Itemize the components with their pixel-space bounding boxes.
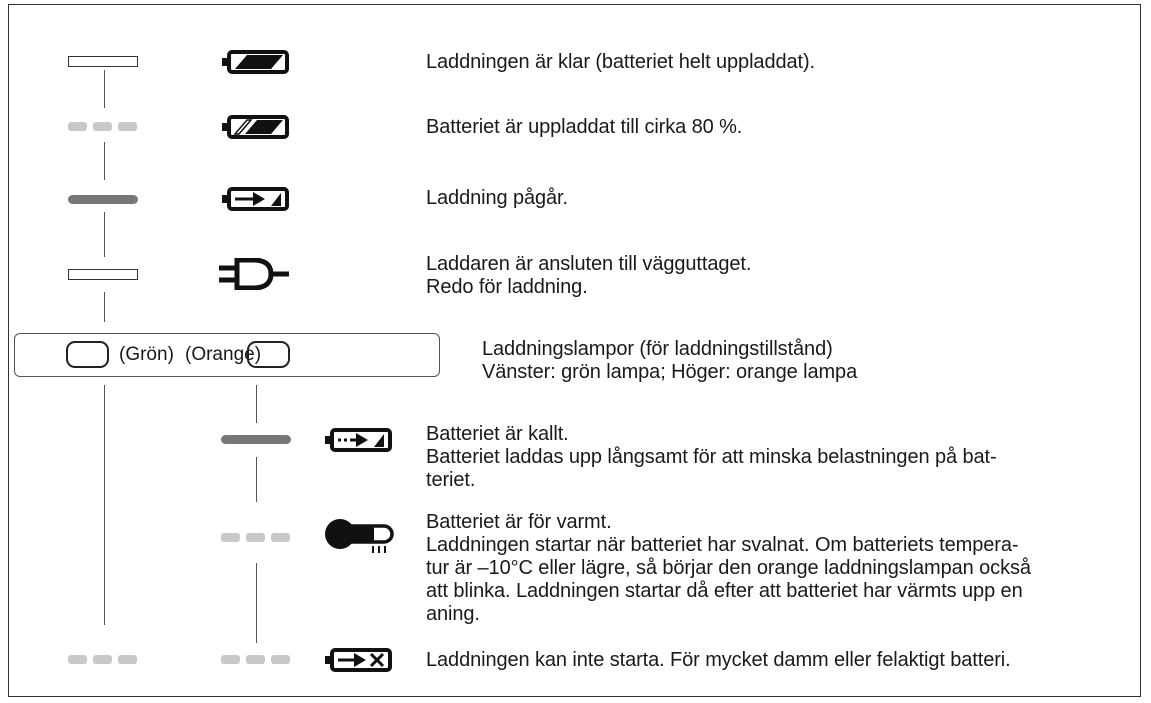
status-text: [426, 511, 1031, 626]
status-text: [426, 649, 1011, 672]
status-line: Laddningen kan inte starta. För mycket damm eller felaktigt batteri.: [426, 649, 1011, 671]
thermometer-hot-icon: [323, 517, 399, 555]
orange-lamp-label: (Orange): [185, 344, 262, 365]
status-line: Vänster: grön lampa; Höger: orange lampa: [482, 361, 858, 383]
status-text: [426, 253, 751, 299]
status-line: Batteriet är uppladdat till cirka 80 %.: [426, 116, 743, 138]
status-line: att blinka. Laddningen startar då efter att batteriet har värmts upp en: [426, 580, 1023, 602]
connector-line: [104, 142, 105, 180]
battery-full-icon: [221, 49, 291, 75]
status-line: Laddningslampor (för laddningstillstånd): [482, 338, 833, 360]
battery-error-icon: [324, 647, 394, 673]
status-text: [426, 51, 815, 74]
connector-line: [256, 385, 257, 423]
green-lamp-blinking: [68, 655, 138, 664]
orange-lamp-blinking: [221, 655, 291, 664]
green-lamp-off: [68, 56, 138, 67]
status-text: [426, 187, 568, 210]
legend-description: [482, 338, 857, 384]
battery-charging-icon: [221, 186, 291, 212]
green-lamp-indicator: [66, 341, 109, 368]
charge-lamp-legend: [14, 333, 440, 377]
battery-80-percent-icon: [221, 114, 291, 140]
orange-lamp-indicator: [247, 341, 290, 368]
battery-cold-charging-icon: [324, 427, 394, 453]
status-line: Batteriet är för varmt.: [426, 511, 612, 533]
status-line: Laddaren är ansluten till vägguttaget.: [426, 253, 752, 275]
status-line: Redo för laddning.: [426, 276, 588, 298]
connector-line: [104, 70, 105, 108]
connector-line: [256, 563, 257, 643]
green-lamp-on: [68, 195, 138, 204]
orange-lamp-on: [221, 435, 291, 444]
status-text: [426, 423, 997, 492]
plug-icon: [219, 258, 291, 290]
status-line: Laddningen är klar (batteriet helt uppladdat).: [426, 51, 815, 73]
green-lamp-label: (Grön): [119, 344, 174, 365]
status-line: teriet.: [426, 469, 476, 491]
status-line: Laddningen startar när batteriet har svalnat. Om batteriets tempera-: [426, 534, 1019, 556]
status-text: [426, 116, 742, 139]
orange-lamp-blinking: [221, 533, 291, 542]
green-lamp-off: [68, 269, 138, 280]
status-line: tur är –10°C eller lägre, så börjar den orange laddningslampan också: [426, 557, 1031, 579]
connector-line: [104, 385, 105, 625]
status-line: Batteriet laddas upp långsamt för att minska belastningen på bat-: [426, 446, 997, 468]
status-line: aning.: [426, 603, 480, 625]
status-line: Laddning pågår.: [426, 187, 568, 209]
connector-line: [104, 292, 105, 322]
status-line: Batteriet är kallt.: [426, 423, 569, 445]
connector-line: [256, 457, 257, 502]
green-lamp-blinking: [68, 122, 138, 131]
connector-line: [104, 212, 105, 257]
